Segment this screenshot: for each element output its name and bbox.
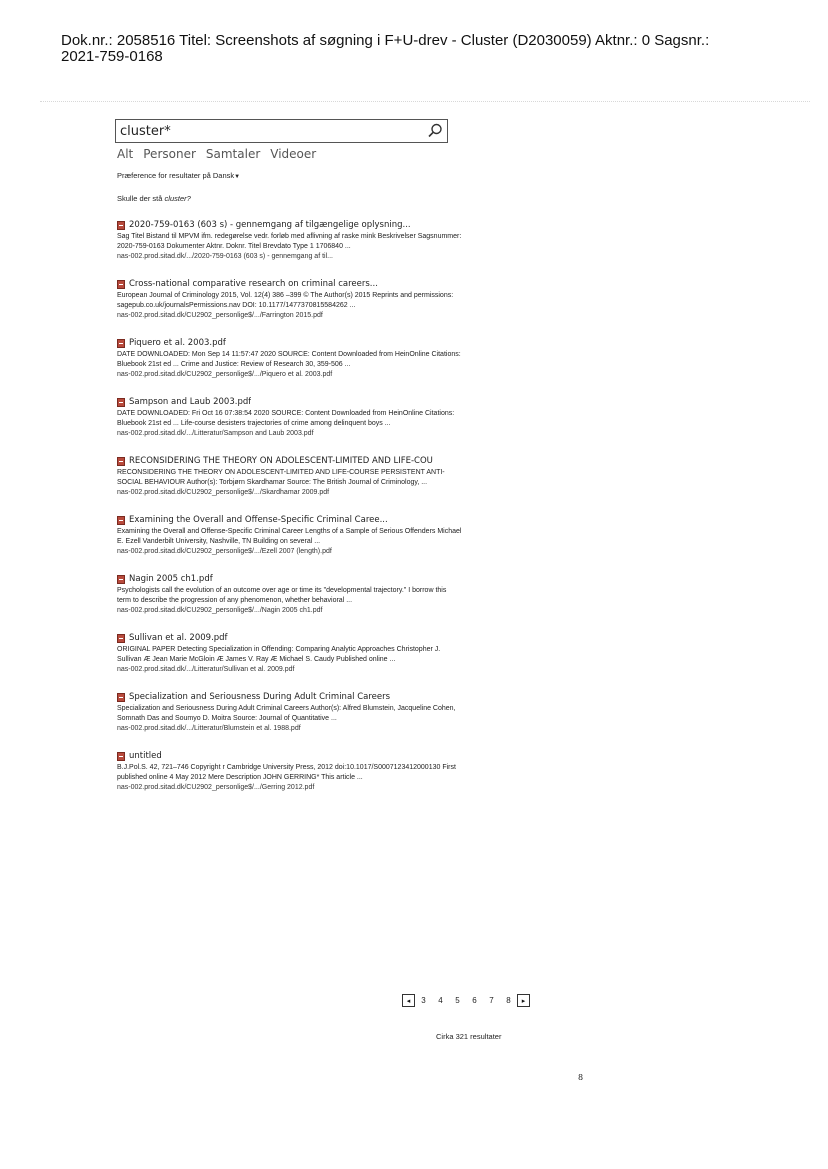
result-title-link[interactable]: 2020-759-0163 (603 s) - gennemgang af tilgængelige oplysning... — [129, 220, 411, 230]
result-url: nas-002.prod.sitad.dk/CU2902_personlige$/.../Nagin 2005 ch1.pdf — [117, 607, 323, 614]
search-box[interactable] — [115, 119, 448, 143]
page-link[interactable]: 8 — [506, 996, 511, 1005]
result-item — [117, 278, 462, 321]
result-snippet: Sag Titel Bistand til MPVM ifm. redegørelse vedr. forløb med aflivning af raske mink Beskrivelser Sagsnummer: 2020-759-0163 Dokumenter Aktnr. Doknr. Titel Brevdato Type 1 1706840 ... — [117, 233, 462, 250]
result-snippet: Examining the Overall and Offense-Specific Criminal Career Lengths of a Sample of Serious Offenders Michael E. Ezell Vanderbilt University, Nashville, TN Building on several ... — [117, 528, 462, 545]
pdf-file-icon — [117, 516, 125, 525]
result-title-link[interactable]: RECONSIDERING THE THEORY ON ADOLESCENT-LIMITED AND LIFE-COU — [129, 456, 433, 466]
result-url: nas-002.prod.sitad.dk/CU2902_personlige$/.../Ezell 2007 (length).pdf — [117, 548, 332, 555]
result-title-link[interactable]: Nagin 2005 ch1.pdf — [129, 574, 213, 584]
result-title-link[interactable]: Cross-national comparative research on criminal careers... — [129, 279, 378, 289]
document-header-line-2: 2021-759-0168 — [61, 48, 163, 65]
result-item — [117, 750, 462, 793]
result-item — [117, 455, 462, 498]
result-item — [117, 632, 462, 675]
result-title-link[interactable]: Sullivan et al. 2009.pdf — [129, 633, 228, 643]
pdf-file-icon — [117, 575, 125, 584]
result-snippet: ORIGINAL PAPER Detecting Specialization in Offending: Comparing Analytic Approaches Christopher J. Sullivan Æ Jean Marie McGloin Æ James V. Ray Æ Michael S. Caudy Published online ... — [117, 646, 441, 663]
did-you-mean — [117, 194, 191, 203]
result-title-link[interactable]: Piquero et al. 2003.pdf — [129, 338, 226, 348]
pdf-file-icon — [117, 693, 125, 702]
result-snippet: Psychologists call the evolution of an outcome over age or time its "developmental trajectory." I borrow this term to describe the progression of any phenomenon, whether behavioral ... — [117, 587, 447, 604]
page-link[interactable]: 4 — [438, 996, 443, 1005]
result-item — [117, 514, 462, 557]
result-url: nas-002.prod.sitad.dk/CU2902_personlige$/.../Piquero et al. 2003.pdf — [117, 371, 333, 378]
result-item — [117, 337, 462, 380]
pdf-file-icon — [117, 457, 125, 466]
result-url: nas-002.prod.sitad.dk/.../Litteratur/Sullivan et al. 2009.pdf — [117, 666, 295, 673]
result-url: nas-002.prod.sitad.dk/CU2902_personlige$/.../Farrington 2015.pdf — [117, 312, 323, 319]
result-url: nas-002.prod.sitad.dk/.../2020-759-0163 (603 s) - gennemgang af til... — [117, 253, 333, 260]
result-snippet: European Journal of Criminology 2015, Vol. 12(4) 386 –399 © The Author(s) 2015 Reprints and permissions: sagepub.co.uk/journalsPermissions.nav DOI: 10.1177/1477370815584262 ... — [117, 292, 454, 309]
pdf-file-icon — [117, 398, 125, 407]
result-url: nas-002.prod.sitad.dk/.../Litteratur/Blumstein et al. 1988.pdf — [117, 725, 301, 732]
page-number: 8 — [578, 1073, 584, 1082]
preference-label: Præference for resultater på — [117, 171, 211, 180]
result-url: nas-002.prod.sitad.dk/.../Litteratur/Sampson and Laub 2003.pdf — [117, 430, 314, 437]
page-link[interactable]: 5 — [455, 996, 460, 1005]
page-link[interactable]: 7 — [489, 996, 494, 1005]
result-url: nas-002.prod.sitad.dk/CU2902_personlige$/.../Gerring 2012.pdf — [117, 784, 315, 791]
result-title-link[interactable]: Sampson and Laub 2003.pdf — [129, 397, 252, 407]
did-you-mean-prefix: Skulle der stå — [117, 194, 163, 203]
pdf-file-icon — [117, 280, 125, 289]
divider — [40, 101, 810, 102]
result-snippet: Specialization and Seriousness During Adult Criminal Careers Author(s): Alfred Blumstein, Jacqueline Cohen, Somnath Das and Soumyo D. Moitra Source: Journal of Quantitative ... — [117, 705, 456, 722]
pdf-file-icon — [117, 634, 125, 643]
result-item — [117, 573, 462, 616]
pdf-file-icon — [117, 221, 125, 230]
result-title-link[interactable]: Examining the Overall and Offense-Specific Criminal Caree... — [129, 515, 388, 525]
tab-samtaler[interactable]: Samtaler — [205, 147, 261, 161]
result-url: nas-002.prod.sitad.dk/CU2902_personlige$/.../Skardhamar 2009.pdf — [117, 489, 330, 496]
page-link[interactable]: 3 — [421, 996, 426, 1005]
result-snippet: B.J.Pol.S. 42, 721–746 Copyright r Cambridge University Press, 2012 doi:10.1017/S0007123412000130 First published online 4 May 2012 Mere Description JOHN GERRING* This article ... — [117, 764, 456, 781]
search-icon[interactable] — [426, 122, 444, 140]
results-list — [117, 219, 462, 809]
previous-page-button[interactable]: ◂ — [402, 994, 415, 1007]
result-item — [117, 219, 462, 262]
search-tabs — [117, 147, 316, 161]
result-title-link[interactable]: untitled — [129, 751, 162, 761]
result-snippet: RECONSIDERING THE THEORY ON ADOLESCENT-LIMITED AND LIFE-COURSE PERSISTENT ANTI-SOCIAL BEHAVIOUR Author(s): Torbjørn Skardhamar Source: The British Journal of Criminology, ... — [117, 469, 445, 486]
pagination — [402, 994, 530, 1007]
result-count: Cirka 321 resultater — [436, 1032, 502, 1041]
next-page-button[interactable]: ▸ — [517, 994, 530, 1007]
pdf-file-icon — [117, 752, 125, 761]
result-snippet: DATE DOWNLOADED: Mon Sep 14 11:57:47 2020 SOURCE: Content Downloaded from HeinOnline Citations: Bluebook 21st ed ... Crime and Justice: Review of Research 30, 359-506 ... — [117, 351, 461, 368]
tab-alt[interactable]: Alt — [117, 147, 134, 161]
pdf-file-icon — [117, 339, 125, 348]
document-header-line-1: Dok.nr.: 2058516 Titel: Screenshots af søgning i F+U-drev - Cluster (D2030059) Aktnr.: 0 Sagsnr.: — [61, 32, 710, 49]
document-header — [61, 33, 801, 65]
result-item — [117, 691, 462, 734]
page-link[interactable]: 6 — [472, 996, 477, 1005]
did-you-mean-link[interactable]: cluster? — [164, 194, 191, 203]
language-dropdown[interactable] — [213, 171, 240, 180]
result-snippet: DATE DOWNLOADED: Fri Oct 16 07:38:54 2020 SOURCE: Content Downloaded from HeinOnline Citations: Bluebook 21st ed ... Life-course desisters trajectories of crime among delinquent boys ... — [117, 410, 455, 427]
tab-videoer[interactable]: Videoer — [270, 147, 317, 161]
language-value[interactable]: Dansk — [212, 171, 235, 180]
result-item — [117, 396, 462, 439]
search-input[interactable] — [120, 122, 420, 140]
tab-personer[interactable]: Personer — [143, 147, 196, 161]
result-title-link[interactable]: Specialization and Seriousness During Adult Criminal Careers — [129, 692, 391, 702]
language-preference — [117, 171, 240, 180]
chevron-down-icon[interactable]: ▼ — [234, 174, 241, 180]
